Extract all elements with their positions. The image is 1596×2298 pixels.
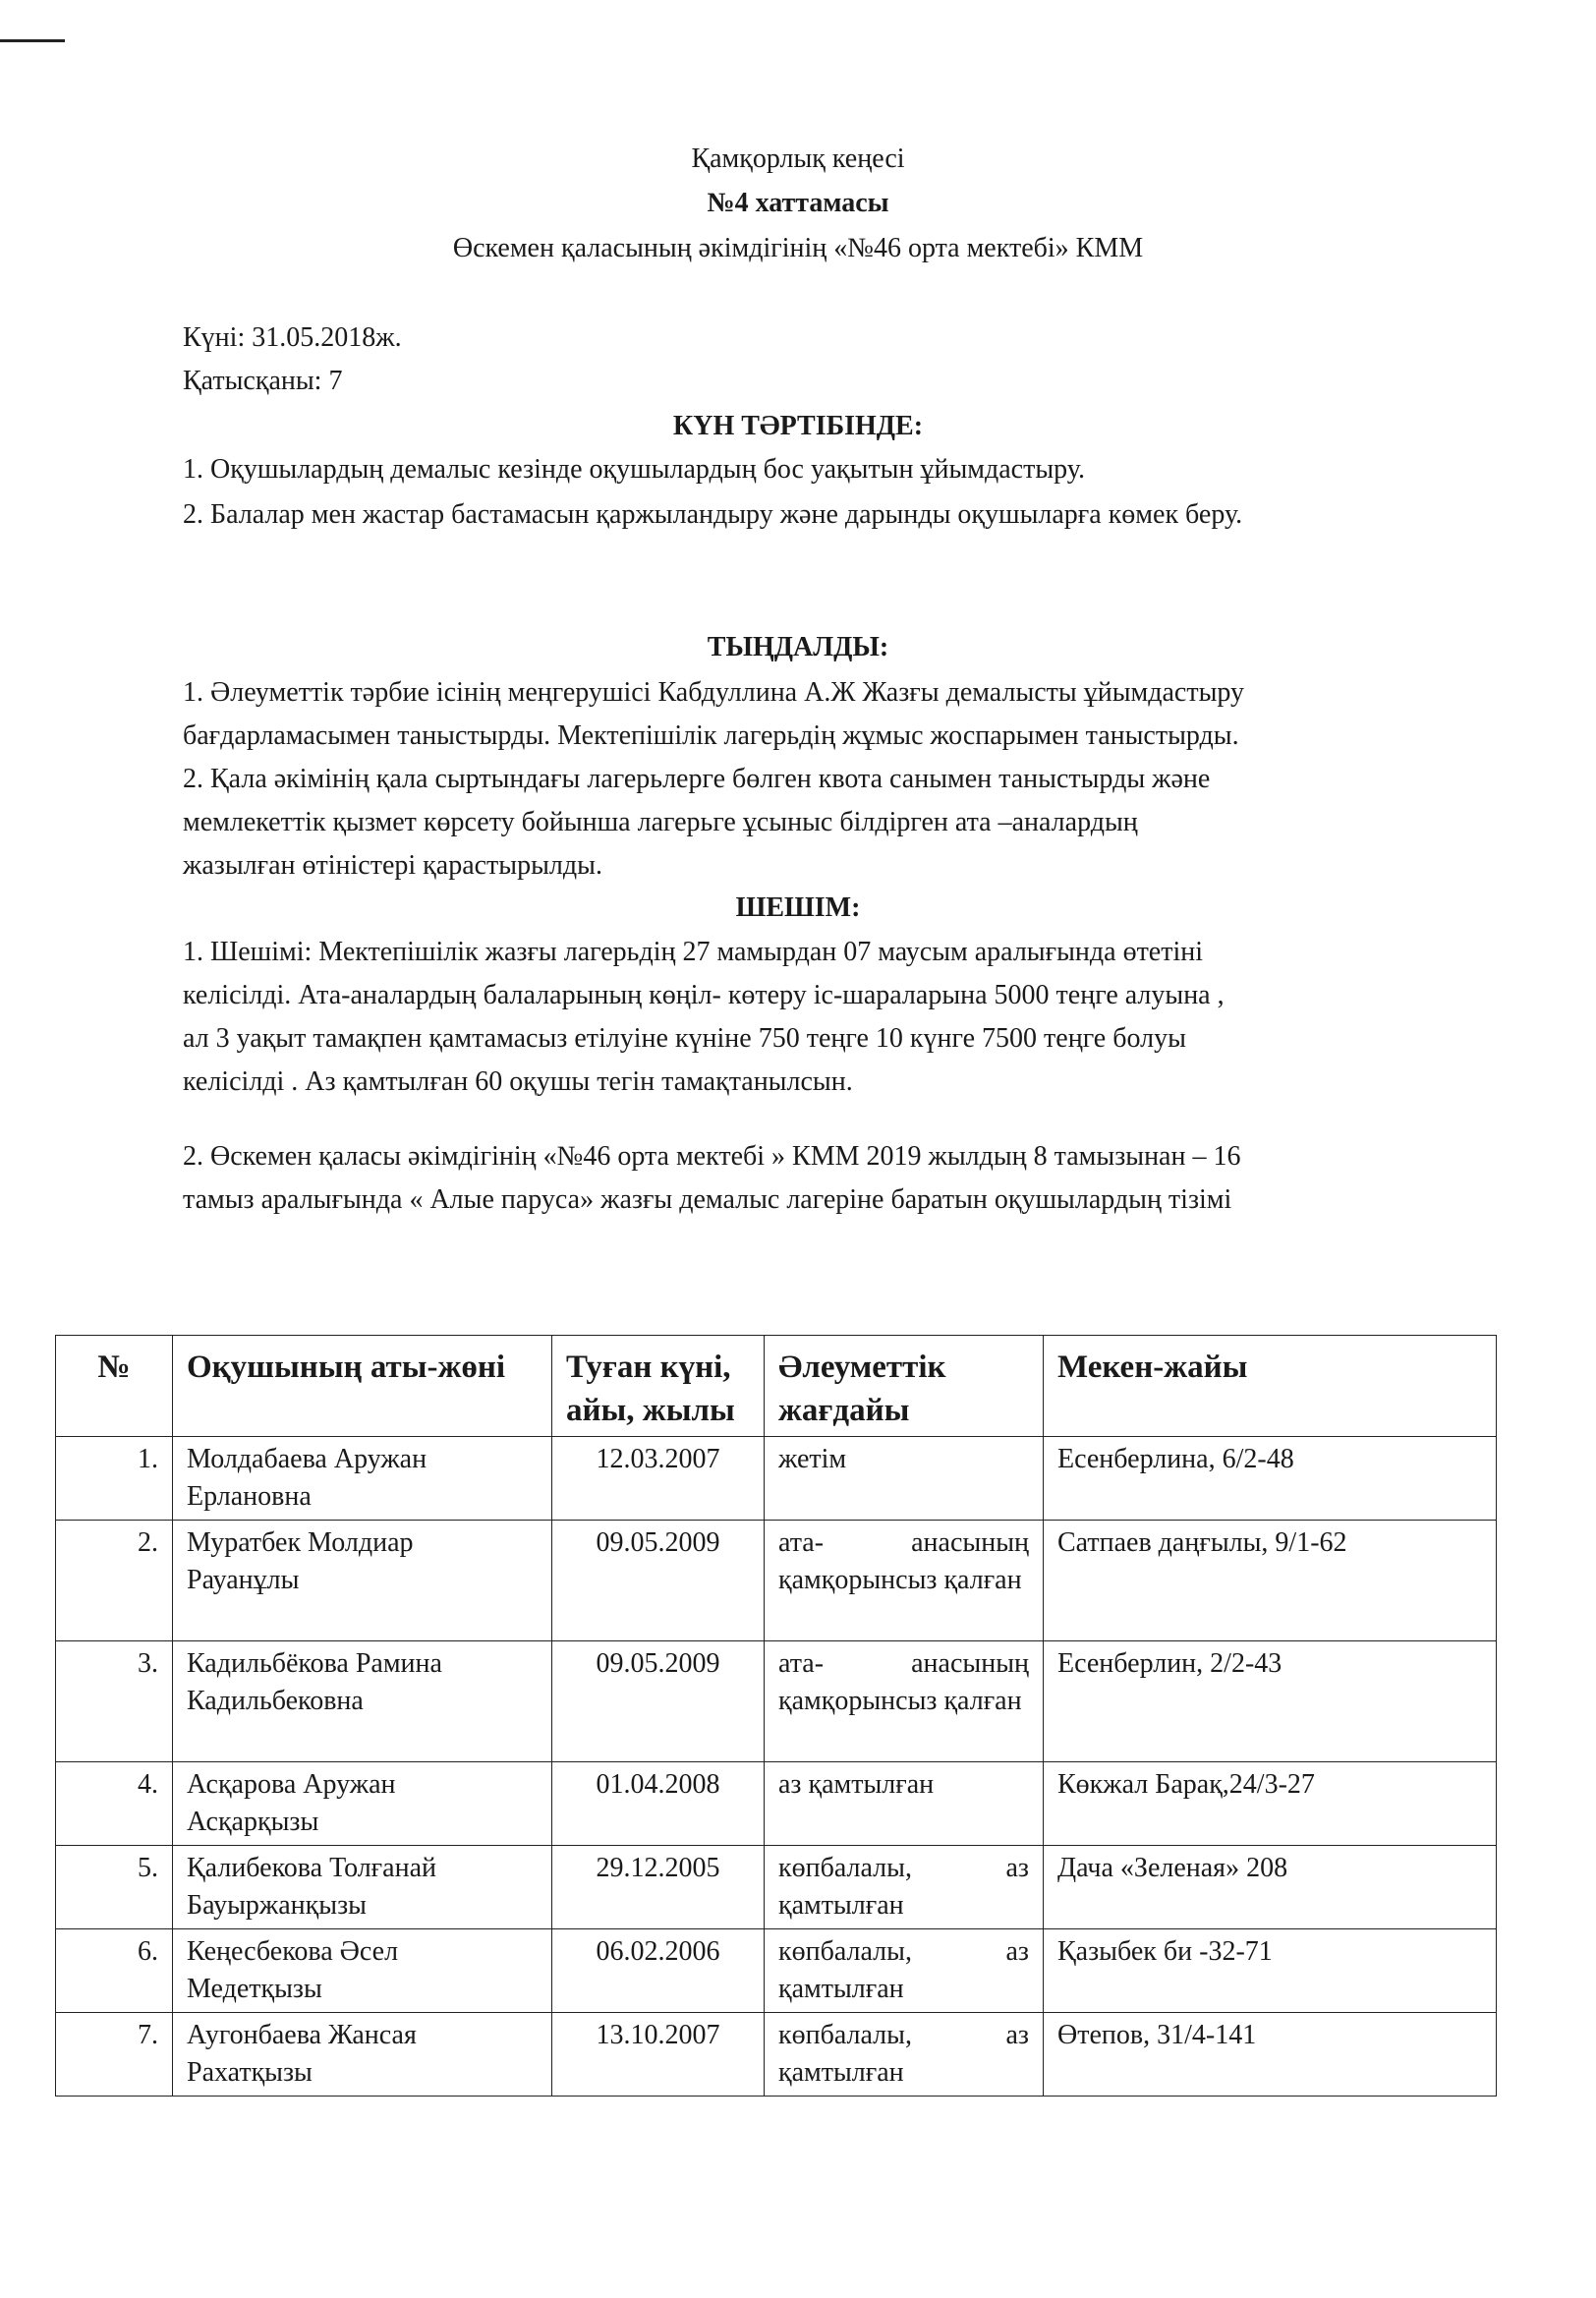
row-number: 3.	[56, 1641, 173, 1762]
student-patronymic: Бауыржанқызы	[187, 1890, 367, 1921]
birth-date: 09.05.2009	[552, 1641, 765, 1762]
birth-date: 01.04.2008	[552, 1762, 765, 1846]
column-header-birthdate: Туған күні, айы, жылы	[552, 1336, 765, 1437]
student-surname-name: Кеңесбекова Әсел	[187, 1936, 399, 1967]
table-row	[56, 1521, 1497, 1641]
birth-date: 09.05.2009	[552, 1521, 765, 1641]
student-name	[173, 2013, 552, 2097]
student-surname-name: Аугонбаева Жансая	[187, 2020, 417, 2050]
students-table	[55, 1335, 1497, 2097]
student-surname-name: Молдабаева Аружан	[187, 1444, 428, 1474]
address: Дача «Зеленая» 208	[1044, 1846, 1497, 1929]
student-patronymic: Ерлановна	[187, 1481, 312, 1512]
scan-mark	[0, 39, 65, 42]
table-row	[56, 1846, 1497, 1929]
column-header-social-status: Әлеуметтік жағдайы	[765, 1336, 1044, 1437]
decision-line: 2. Өскемен қаласы әкімдігінің «№46 орта мектебі » КММ 2019 жылдың 8 тамызынан – 16	[183, 1141, 1241, 1172]
address: Қазыбек би -32-71	[1044, 1929, 1497, 2013]
social-status: аз қамтылған	[765, 1762, 1044, 1846]
student-name	[173, 1437, 552, 1521]
column-header-address: Мекен-жайы	[1044, 1336, 1497, 1437]
student-patronymic: Кадильбековна	[187, 1686, 364, 1716]
student-patronymic: Медетқызы	[187, 1974, 322, 2004]
row-number: 7.	[56, 2013, 173, 2097]
agenda-item: 2. Балалар мен жастар бастамасын қаржыландыру және дарынды оқушыларға көмек беру.	[183, 499, 1243, 530]
document-title: Қамқорлық кеңесі	[691, 144, 905, 174]
table-row	[56, 1762, 1497, 1846]
meeting-date: Күні: 31.05.2018ж.	[183, 322, 402, 353]
organization-name: Өскемен қаласының әкімдігінің «№46 орта мектебі» КММ	[452, 233, 1144, 263]
row-number: 5.	[56, 1846, 173, 1929]
column-header-name: Оқушының аты-жөні	[173, 1336, 552, 1437]
student-name	[173, 1521, 552, 1641]
decision-line: келісілді. Ата-аналардың балаларының көңіл- көтеру іс-шараларына 5000 теңге алуына ,	[183, 980, 1225, 1010]
heard-line: мемлекеттік қызмет көрсету бойынша лагерьге ұсыныс білдірген ата –аналардың	[183, 807, 1138, 837]
birth-date: 13.10.2007	[552, 2013, 765, 2097]
table-row	[56, 1437, 1497, 1521]
decision-line: келісілді . Аз қамтылған 60 оқушы тегін тамақтанылсын.	[183, 1066, 853, 1097]
student-surname-name: Кадильбёкова Рамина	[187, 1648, 442, 1679]
row-number: 2.	[56, 1521, 173, 1641]
social-status: көпбалалы, аз қамтылған	[765, 1929, 1044, 2013]
table-row	[56, 2013, 1497, 2097]
column-header-number: №	[56, 1336, 173, 1437]
student-name	[173, 1762, 552, 1846]
heard-heading: ТЫҢДАЛДЫ:	[707, 632, 889, 662]
student-patronymic: Рауанұлы	[187, 1565, 300, 1595]
decision-line: тамыз аралығында « Алые паруса» жазғы демалыс лагеріне баратын оқушылардың тізімі	[183, 1184, 1232, 1215]
protocol-number: №4 хаттамасы	[707, 188, 889, 218]
birth-date: 12.03.2007	[552, 1437, 765, 1521]
address: Есенберлина, 6/2-48	[1044, 1437, 1497, 1521]
student-patronymic: Асқарқызы	[187, 1807, 319, 1837]
student-name	[173, 1641, 552, 1762]
agenda-item: 1. Оқушылардың демалыс кезінде оқушылардың бос уақытын ұйымдастыру.	[183, 454, 1085, 485]
decision-line: 1. Шешімі: Мектепішілік жазғы лагерьдің 27 мамырдан 07 маусым аралығында өтетіні	[183, 937, 1204, 967]
birth-date: 29.12.2005	[552, 1846, 765, 1929]
social-status: ата- анасының қамқорынсыз қалған	[765, 1521, 1044, 1641]
agenda-heading: КҮН ТӘРТІБІНДЕ:	[672, 411, 924, 441]
social-status: жетім	[765, 1437, 1044, 1521]
table-row	[56, 1641, 1497, 1762]
address: Көкжал Барақ,24/3-27	[1044, 1762, 1497, 1846]
student-patronymic: Рахатқызы	[187, 2057, 313, 2088]
student-surname-name: Асқарова Аружан	[187, 1769, 396, 1800]
heard-line: 2. Қала әкімінің қала сыртындағы лагерьлерге бөлген квота санымен таныстырды және	[183, 764, 1211, 794]
student-surname-name: Қалибекова Толғанай	[187, 1853, 436, 1883]
table-row	[56, 1929, 1497, 2013]
row-number: 6.	[56, 1929, 173, 2013]
row-number: 4.	[56, 1762, 173, 1846]
social-status: көпбалалы, аз қамтылған	[765, 1846, 1044, 1929]
heard-line: 1. Әлеуметтік тәрбие ісінің меңгерушісі Кабдуллина А.Ж Жазғы демалысты ұйымдастыру	[183, 677, 1245, 708]
decision-line: ал 3 уақыт тамақпен қамтамасыз етілуіне күніне 750 теңге 10 күнге 7500 теңге болуы	[183, 1023, 1186, 1054]
social-status: көпбалалы, аз қамтылған	[765, 2013, 1044, 2097]
social-status: ата- анасының қамқорынсыз қалған	[765, 1641, 1044, 1762]
attendees-count: Қатысқаны: 7	[183, 366, 343, 396]
birth-date: 06.02.2006	[552, 1929, 765, 2013]
address: Өтепов, 31/4-141	[1044, 2013, 1497, 2097]
heard-line: жазылған өтіністері қарастырылды.	[183, 850, 602, 881]
address: Сатпаев даңғылы, 9/1-62	[1044, 1521, 1497, 1641]
table-header-row	[56, 1336, 1497, 1437]
address: Есенберлин, 2/2-43	[1044, 1641, 1497, 1762]
row-number: 1.	[56, 1437, 173, 1521]
student-name	[173, 1929, 552, 2013]
student-surname-name: Муратбек Молдиар	[187, 1527, 414, 1558]
decision-heading: ШЕШІМ:	[735, 892, 861, 923]
heard-line: бағдарламасымен таныстырды. Мектепішілік лагерьдің жұмыс жоспарымен таныстырды.	[183, 720, 1239, 751]
student-name	[173, 1846, 552, 1929]
